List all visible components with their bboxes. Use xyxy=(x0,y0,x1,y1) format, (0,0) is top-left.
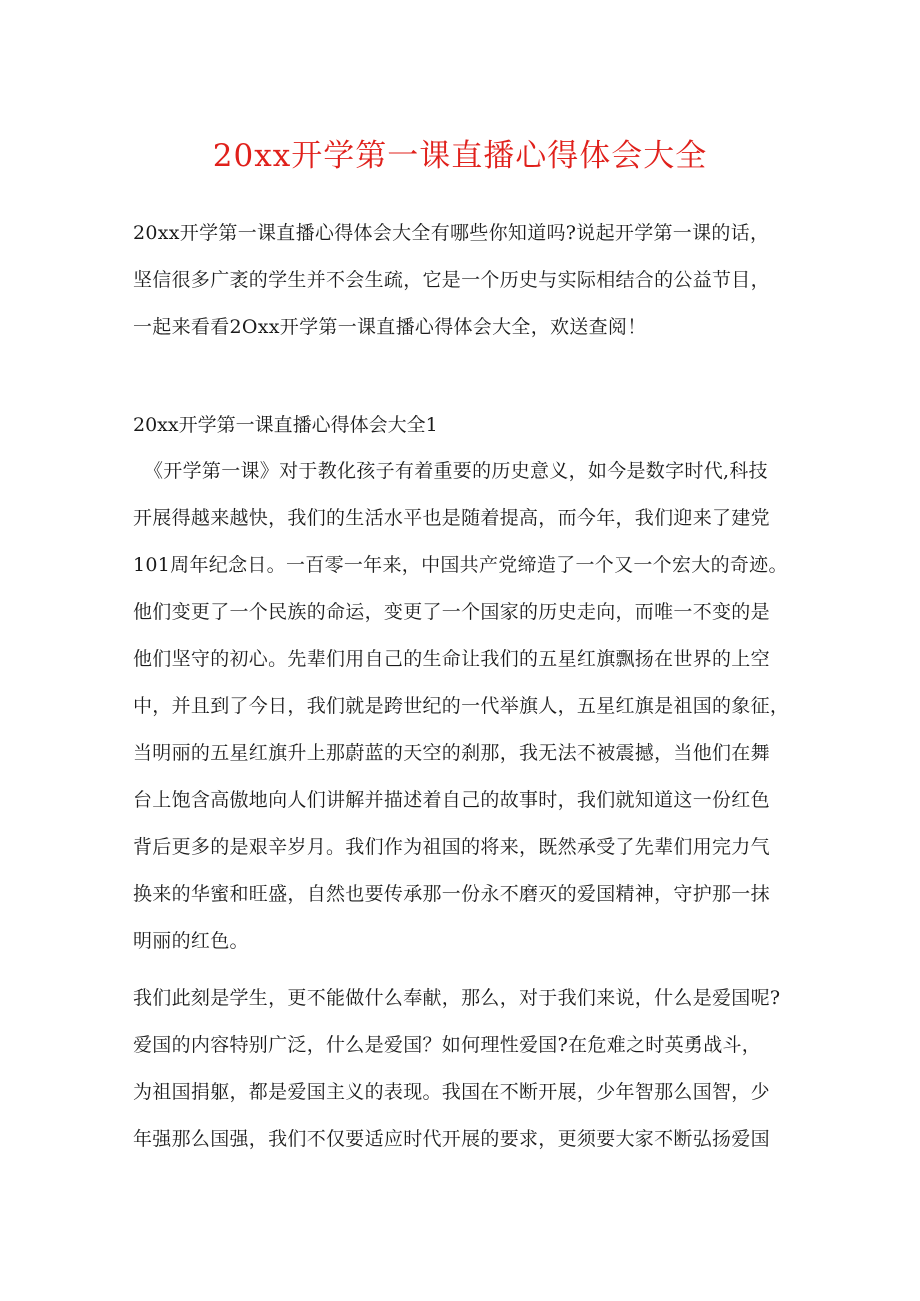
paragraph-line: 开展得越来越快，我们的生活水平也是随着提高，而今年，我们迎来了建党 xyxy=(133,507,770,529)
paragraph-line: 我们此刻是学生，更不能做什么奉献，那么，对于我们来说，什么是爱国呢? xyxy=(133,987,781,1009)
paragraph-line: 换来的华蜜和旺盛，自然也要传承那一份永不磨灭的爱国精神，守护那一抹 xyxy=(133,883,770,905)
intro-line: 20xx开学第一课直播心得体会大全有哪些你知道吗?说起开学第一课的话， xyxy=(133,222,770,244)
paragraph-line: 年强那么国强，我们不仅要适应时代开展的要求，更须要大家不断弘扬爱国 xyxy=(133,1128,770,1150)
paragraph-line: 他们坚守的初心。先辈们用自己的生命让我们的五星红旗飘扬在世界的上空 xyxy=(133,648,770,670)
paragraph-1 xyxy=(133,448,797,964)
paragraph-line: 中，并且到了今日，我们就是跨世纪的一代举旗人，五星红旗是祖国的象征， xyxy=(133,695,790,717)
paragraph-line: 爱国的内容特别广泛，什么是爱国？如何理性爱国?在危难之时英勇战斗， xyxy=(133,1034,762,1056)
paragraph-line: 为祖国捐躯，都是爱国主义的表现。我国在不断开展，少年智那么国智，少 xyxy=(133,1081,770,1103)
paragraph-line: 他们变更了一个民族的命运，变更了一个国家的历史走向，而唯一不变的是 xyxy=(133,601,770,623)
paragraph-line: 101周年纪念日。一百零一年来，中国共产党缔造了一个又一个宏大的奇迹。 xyxy=(133,554,788,576)
paragraph-line: 台上饱含高傲地向人们讲解并描述着自己的故事时，我们就知道这一份红色 xyxy=(133,789,770,811)
intro-line: 坚信很多广袤的学生并不会生疏，它是一个历史与实际相结合的公益节目， xyxy=(133,269,770,291)
intro-line: 一起来看看2Oxx开学第一课直播心得体会大全，欢送查阅！ xyxy=(133,316,647,338)
paragraph-2 xyxy=(133,975,797,1163)
document-title: 20xx开学第一课直播心得体会大全 xyxy=(212,138,708,174)
paragraph-line: 《开学第一课》对于教化孩子有着重要的历史意义，如今是数字时代,科技 xyxy=(144,460,768,482)
intro-paragraph xyxy=(133,210,797,351)
paragraph-line: 明丽的红色。 xyxy=(133,930,249,952)
paragraph-line: 背后更多的是艰辛岁月。我们作为祖国的将来，既然承受了先辈们用完力气 xyxy=(133,836,770,858)
paragraph-line: 当明丽的五星红旗升上那蔚蓝的天空的刹那，我无法不被震撼，当他们在舞 xyxy=(133,742,770,764)
section-heading: 20xx开学第一课直播心得体会大全1 xyxy=(133,414,438,436)
